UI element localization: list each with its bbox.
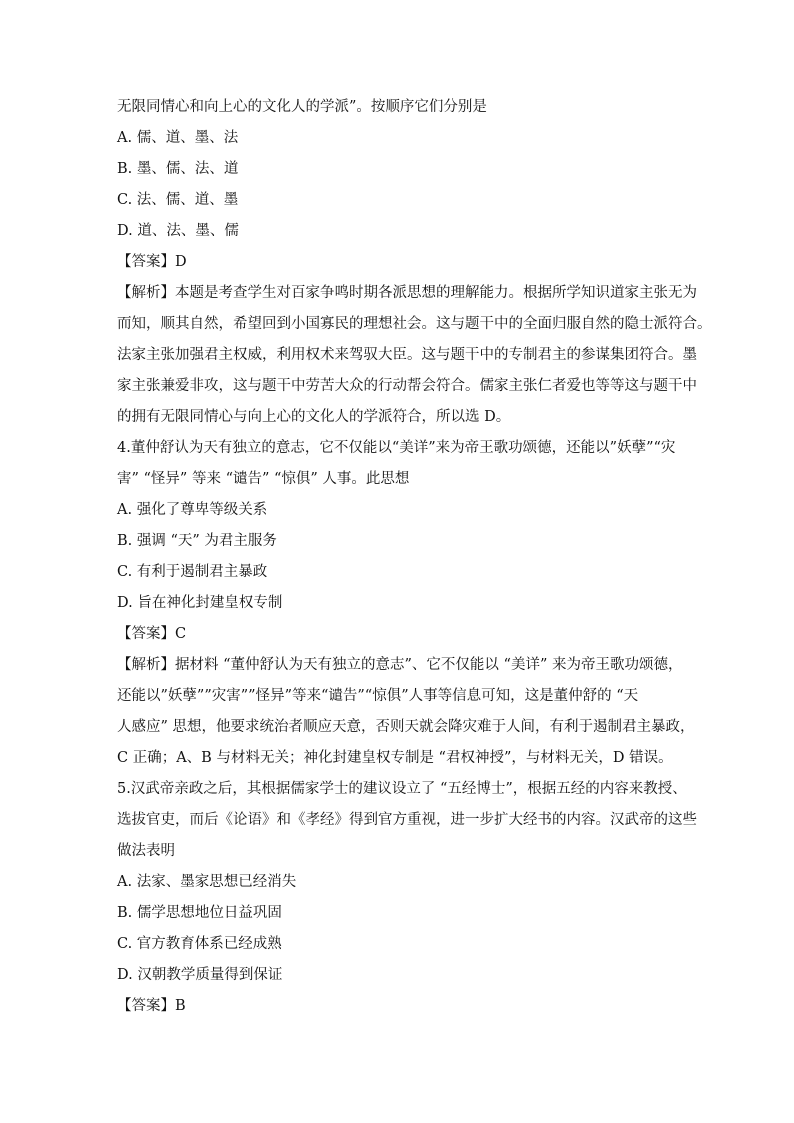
q5-option-d: D. 汉朝教学质量得到保证 [117,967,283,983]
q5-stem-line-3: 做法表明 [117,843,175,859]
q3-option-b: B. 墨、儒、法、道 [117,161,239,177]
q5-stem-line-2: 选拔官吏，而后《论语》和《孝经》得到官方重视，进一步扩大经书的内容。汉武帝的这些 [117,812,697,828]
q4-analysis-line-2: 还能以”妖孽””灾害””怪异”等来“谴告”“惊俱”人事等信息可知，这是董仲舒的 “天 [117,688,639,704]
q3-analysis-line-2: 而知，顺其自然，希望回到小国寡民的理想社会。这与题干中的全面归服自然的隐士派符合。 [117,316,712,332]
q3-stem-tail: 无限同情心和向上心的文化人的学派”。按顺序它们分别是 [117,99,487,115]
q3-analysis-line-1: 【解析】本题是考查学生对百家争鸣时期各派思想的理解能力。根据所学知识道家主张无为 [117,285,697,301]
q3-analysis-line-5: 的拥有无限同情心与向上心的文化人的学派符合，所以选 D。 [117,409,511,425]
q4-stem-line-2: 害” “怪异” 等来 “谴告” “惊俱” 人事。此思想 [117,471,410,487]
q3-answer: 【答案】D [117,254,187,270]
q5-stem-line-1: 5.汉武帝亲政之后，其根据儒家学士的建议设立了 “五经博士”，根据五经的内容来教授、 [117,781,687,797]
q4-option-b: B. 强调 “天” 为君主服务 [117,533,277,549]
q3-option-d: D. 道、法、墨、儒 [117,223,239,239]
q4-option-c: C. 有利于遏制君主暴政 [117,564,268,580]
q5-option-a: A. 法家、墨家思想已经消失 [117,874,297,890]
q4-analysis-line-1: 【解析】据材料 “董仲舒认为天有独立的意志”、它不仅能以 “美详” 来为帝王歌功颂德， [117,657,683,673]
document-page [117,92,712,1022]
q5-option-c: C. 官方教育体系已经成熟 [117,936,282,952]
q4-answer: 【答案】C [117,626,187,642]
q5-answer: 【答案】B [117,998,186,1014]
q3-option-c: C. 法、儒、道、墨 [117,192,239,208]
q3-analysis-line-3: 法家主张加强君主权威，利用权术来驾驭大臣。这与题干中的专制君主的参谋集团符合。墨 [117,347,697,363]
q4-analysis-line-4: C 正确；A、B 与材料无关；神化封建皇权专制是 “君权神授”，与材料无关，D 错误。 [117,750,673,766]
q3-option-a: A. 儒、道、墨、法 [117,130,239,146]
q5-option-b: B. 儒学思想地位日益巩固 [117,905,282,921]
q4-stem-line-1: 4.董仲舒认为天有独立的意志，它不仅能以“美详”来为帝王歌功颂德，还能以”妖孽”“灾 [117,440,676,456]
q4-option-a: A. 强化了尊卑等级关系 [117,502,268,518]
q4-analysis-line-3: 人感应” 思想，他要求统治者顺应天意，否则天就会降灾难于人间，有利于遏制君主暴政， [117,719,695,735]
q4-option-d: D. 旨在神化封建皇权专制 [117,595,283,611]
q3-analysis-line-4: 家主张兼爱非攻，这与题干中劳苦大众的行动帮会符合。儒家主张仁者爱也等等这与题干中 [117,378,697,394]
